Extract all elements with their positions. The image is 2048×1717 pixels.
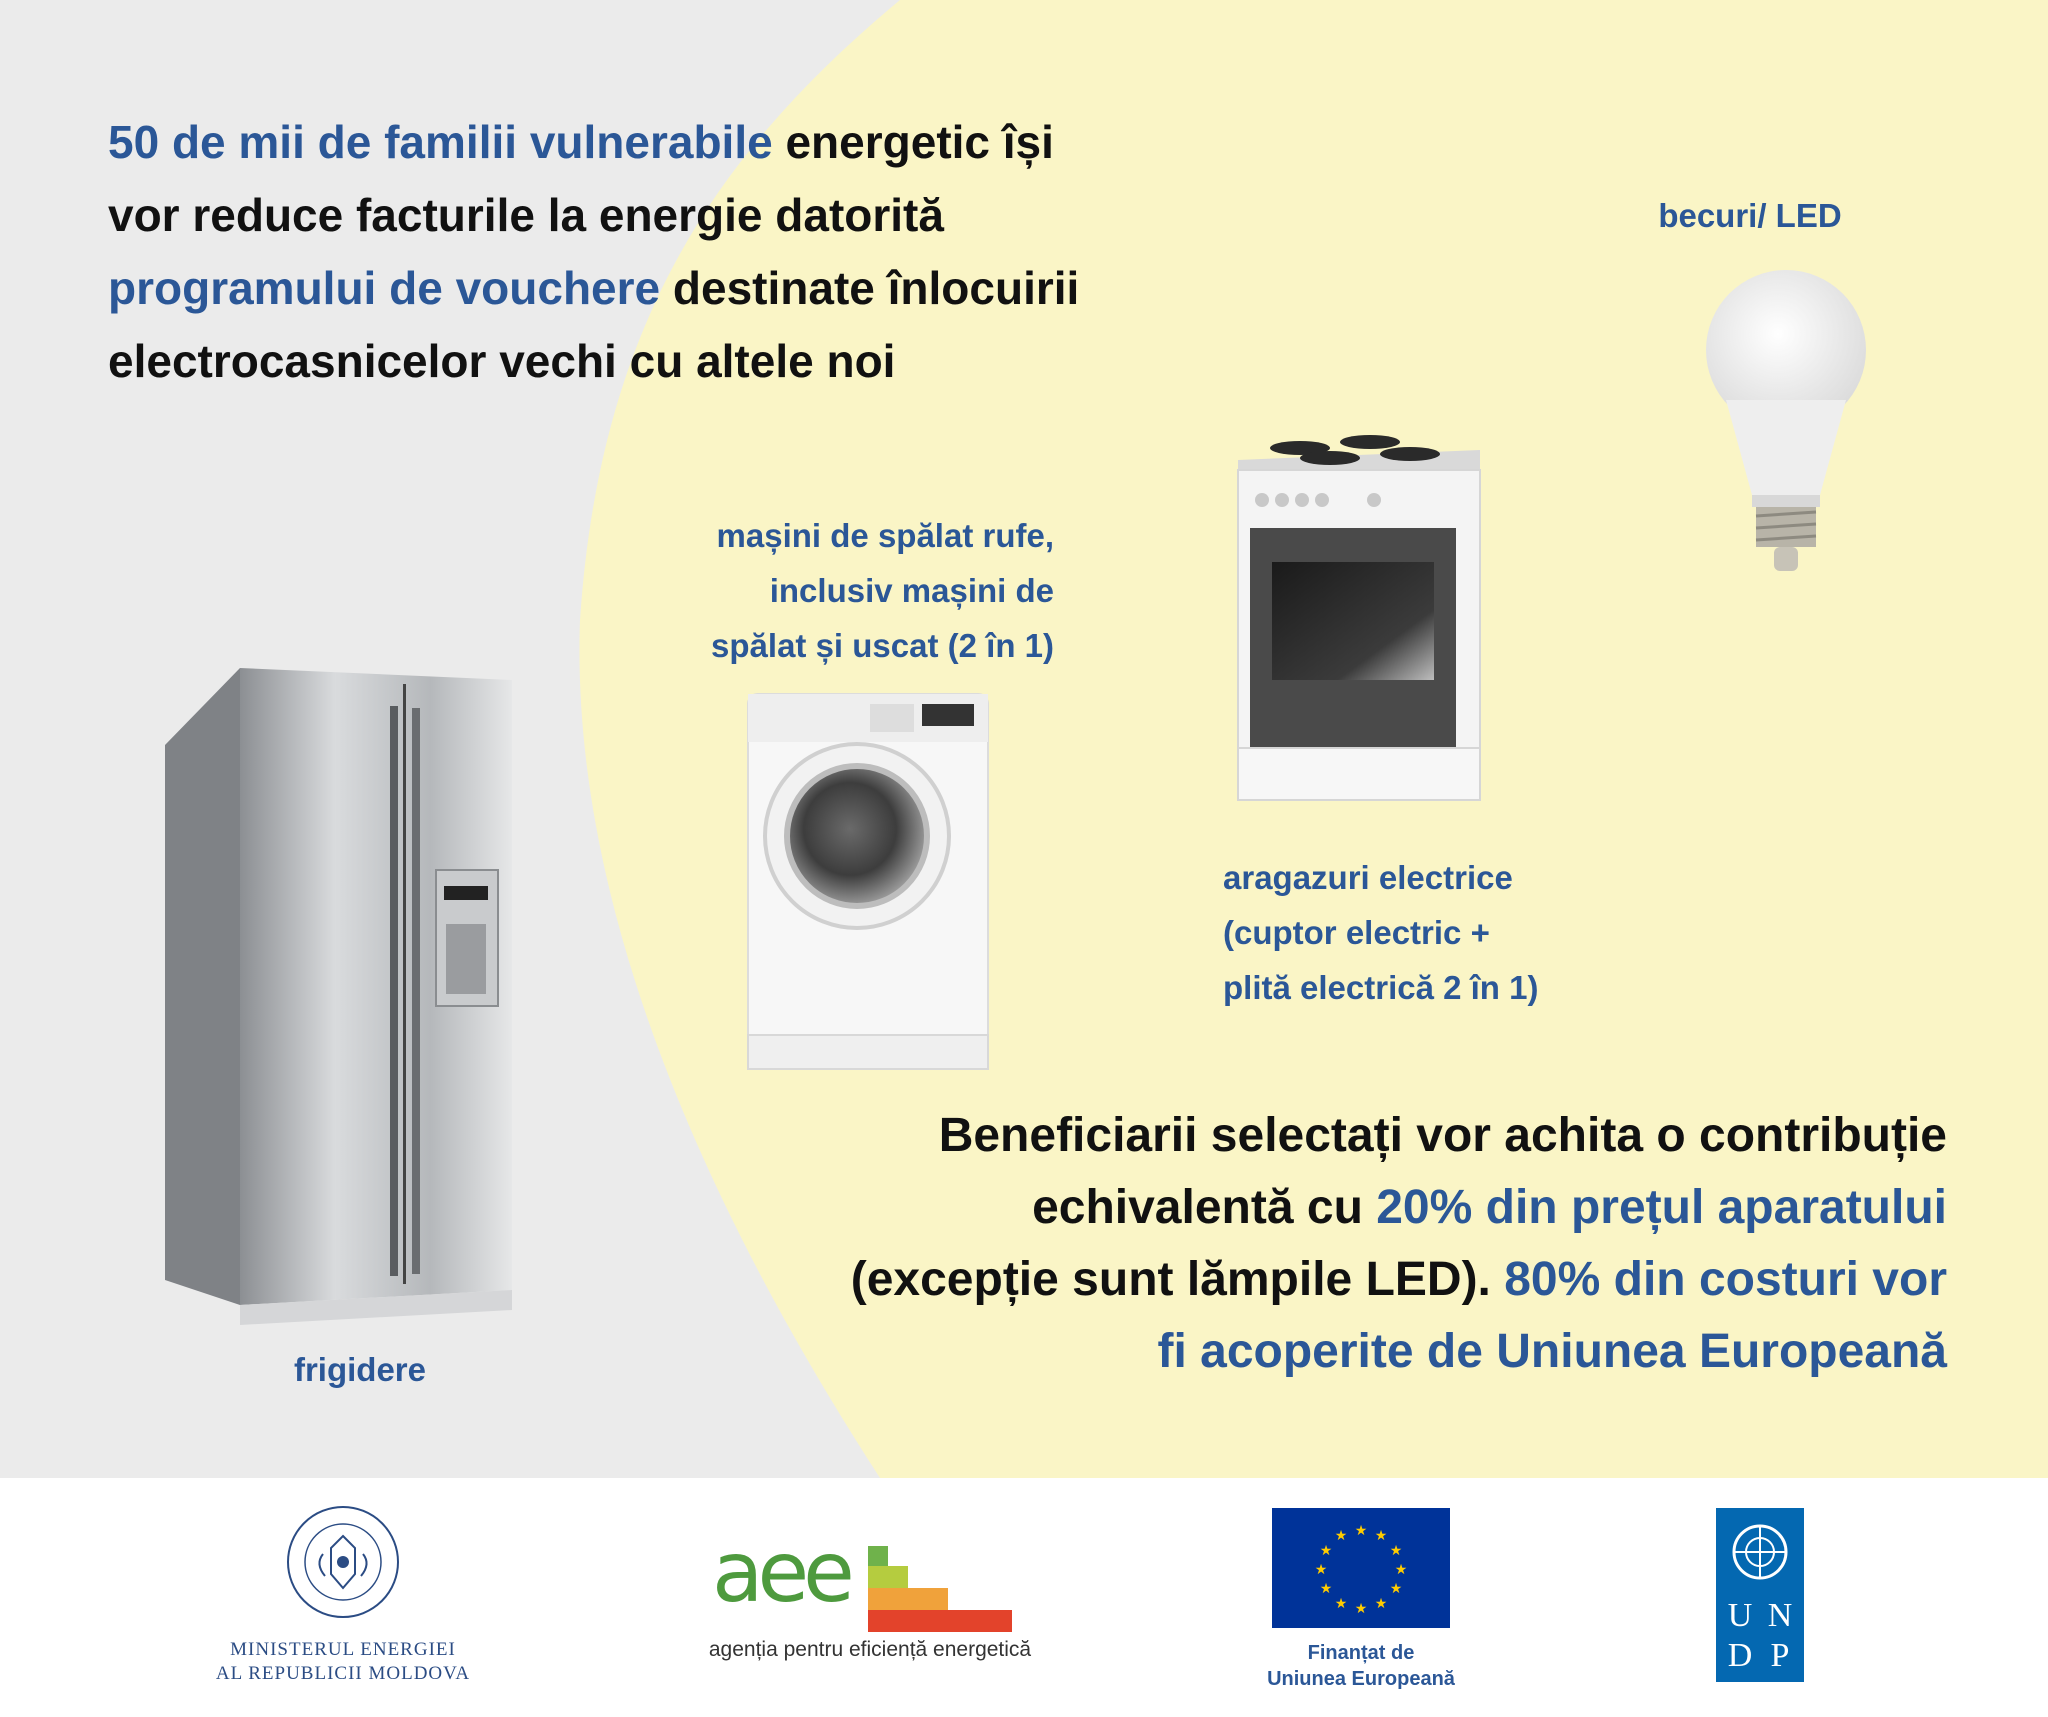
svg-text:★: ★ — [1354, 1523, 1368, 1539]
contribution-highlight-80: 80% din costuri vor — [1504, 1253, 1947, 1306]
label-washing-machine-line: mașini de spălat rufe, — [716, 517, 1054, 554]
svg-text:★: ★ — [1389, 1543, 1403, 1559]
svg-text:★: ★ — [1314, 1562, 1328, 1578]
headline-line-1 — [108, 106, 1288, 179]
undp-logo — [1716, 1508, 1804, 1682]
svg-text:★: ★ — [1354, 1601, 1368, 1617]
undp-letter: N — [1767, 1597, 1793, 1634]
ministry-name — [190, 1638, 496, 1686]
aee-mark: aee — [712, 1523, 849, 1621]
eu-funding-line: Finanțat de — [1307, 1642, 1415, 1664]
headline-text: destinate înlocuirii — [660, 262, 1080, 314]
svg-text:★: ★ — [1374, 1528, 1388, 1544]
label-fridge: frigidere — [293, 1351, 427, 1388]
svg-text:★: ★ — [1319, 1581, 1333, 1597]
eu-funding-text — [1236, 1640, 1486, 1692]
electric-stove-image — [1238, 435, 1480, 800]
partner-logos-footer — [0, 1478, 2048, 1717]
contribution-text — [607, 1100, 1947, 1388]
svg-text:★: ★ — [1334, 1528, 1348, 1544]
washing-machine-image — [748, 694, 988, 1069]
aee-energy-bars-logo — [856, 1546, 1016, 1634]
un-emblem-icon — [1722, 1514, 1798, 1590]
headline-highlight-families: 50 de mii de familii vulnerabile — [108, 116, 773, 168]
svg-text:★: ★ — [1374, 1596, 1388, 1612]
label-washing-machine-line: spălat și uscat (2 în 1) — [711, 627, 1054, 664]
label-electric-stove-line: (cuptor electric + — [1223, 914, 1490, 951]
contribution-line-2 — [607, 1172, 1947, 1244]
label-washing-machine — [560, 508, 1054, 673]
undp-letter: P — [1770, 1637, 1790, 1674]
label-led: becuri/ LED — [1658, 197, 1842, 234]
headline — [108, 106, 1288, 398]
svg-text:★: ★ — [1389, 1581, 1403, 1597]
svg-text:★: ★ — [1334, 1596, 1348, 1612]
ministry-name-line: MINISTERUL ENERGIEI — [230, 1639, 456, 1660]
svg-text:★: ★ — [1319, 1543, 1333, 1559]
contribution-line-1: Beneficiarii selectați vor achita o contribuție — [938, 1109, 1947, 1162]
label-electric-stove-line: aragazuri electrice — [1223, 859, 1513, 896]
aee-name: agenția pentru eficiență energetică — [708, 1638, 1032, 1661]
ministry-seal-logo — [285, 1504, 401, 1620]
undp-letter: U — [1727, 1597, 1753, 1634]
headline-highlight-program: programului de vouchere — [108, 262, 661, 314]
contribution-highlight-20: 20% din prețul aparatului — [1376, 1181, 1947, 1234]
contribution-text-part: (excepție sunt lămpile LED). — [850, 1253, 1505, 1306]
svg-text:★: ★ — [1394, 1562, 1408, 1578]
headline-line-2: vor reduce facturile la energie datorită — [108, 189, 944, 241]
contribution-text-part: echivalentă cu — [1032, 1181, 1377, 1234]
eu-funding-line: Uniunea Europeană — [1267, 1668, 1455, 1690]
label-electric-stove — [1223, 850, 1643, 1015]
headline-line-3 — [108, 252, 1288, 325]
contribution-line-4: fi acoperite de Uniunea Europeană — [1157, 1325, 1947, 1378]
fridge-image — [165, 668, 512, 1325]
headline-text: energetic își — [772, 116, 1054, 168]
label-electric-stove-line: plită electrică 2 în 1) — [1223, 969, 1539, 1006]
contribution-line-3 — [607, 1244, 1947, 1316]
eu-flag-logo — [1272, 1508, 1450, 1628]
undp-letter: D — [1727, 1637, 1753, 1674]
headline-line-4: electrocasnicelor vechi cu altele noi — [108, 335, 896, 387]
ministry-name-line: AL REPUBLICII MOLDOVA — [215, 1663, 471, 1684]
label-washing-machine-line: inclusiv mașini de — [769, 572, 1054, 609]
